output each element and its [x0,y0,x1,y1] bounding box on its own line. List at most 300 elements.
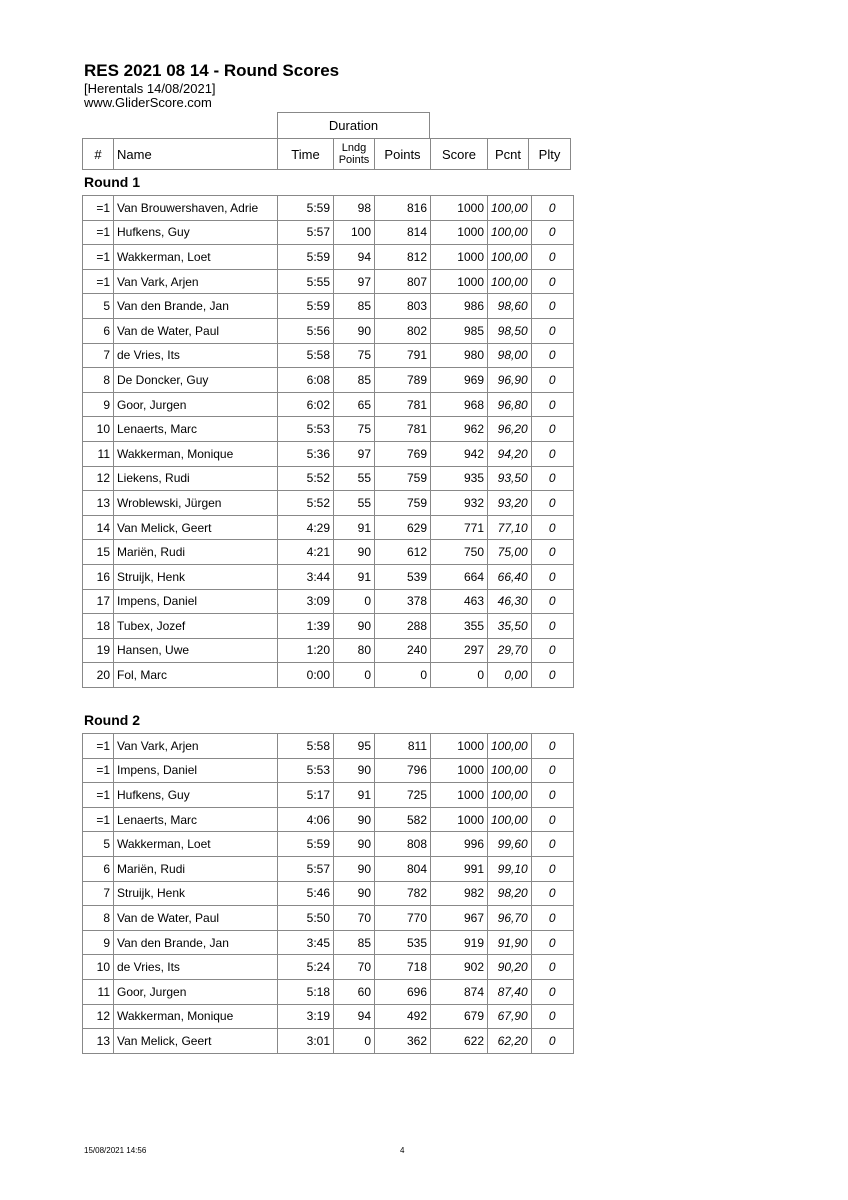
score-cell: 1000 [431,269,488,294]
name-cell: Impens, Daniel [114,589,278,614]
score-cell: 0 [431,663,488,688]
score-cell: 967 [431,906,488,931]
percent-cell: 96,90 [488,368,532,393]
percent-cell: 93,20 [488,491,532,516]
rank-cell: 6 [83,856,114,881]
table-row [83,832,574,857]
page-title: RES 2021 08 14 - Round Scores [84,61,340,80]
points-cell: 812 [375,245,431,270]
points-cell: 240 [375,638,431,663]
landing-points-cell: 90 [334,832,375,857]
percent-cell: 62,20 [488,1029,532,1054]
time-cell: 5:18 [278,979,334,1004]
landing-points-cell: 91 [334,564,375,589]
score-cell: 996 [431,832,488,857]
percent-cell: 91,90 [488,930,532,955]
points-cell: 796 [375,758,431,783]
points-cell: 814 [375,220,431,245]
score-cell: 622 [431,1029,488,1054]
penalty-cell: 0 [531,368,573,393]
rank-cell: 19 [83,638,114,663]
landing-points-cell: 55 [334,491,375,516]
percent-cell: 98,50 [488,318,532,343]
percent-cell: 35,50 [488,614,532,639]
table-row [83,441,574,466]
table-row [83,343,574,368]
table-row [83,906,574,931]
landing-points-cell: 97 [334,269,375,294]
landing-points-cell: 85 [334,930,375,955]
name-cell: Van Melick, Geert [114,1029,278,1054]
percent-cell: 99,10 [488,856,532,881]
landing-points-cell: 70 [334,955,375,980]
time-cell: 5:59 [278,294,334,319]
rank-cell: 8 [83,368,114,393]
rank-cell: 10 [83,417,114,442]
name-cell: Goor, Jurgen [114,979,278,1004]
score-cell: 1000 [431,807,488,832]
rank-cell: =1 [83,245,114,270]
points-column-header: Points [375,139,431,170]
table-row [83,638,574,663]
time-cell: 5:17 [278,783,334,808]
points-cell: 769 [375,441,431,466]
rank-cell: 13 [83,1029,114,1054]
percent-cell: 90,20 [488,955,532,980]
table-row [83,807,574,832]
score-cell: 297 [431,638,488,663]
landing-points-header-text: Lndg Points [338,142,370,166]
penalty-cell: 0 [531,564,573,589]
name-column-header: Name [114,139,278,170]
name-cell: de Vries, Its [114,343,278,368]
time-cell: 5:59 [278,832,334,857]
landing-points-cell: 90 [334,540,375,565]
table-row [83,318,574,343]
name-cell: Van den Brande, Jan [114,930,278,955]
landing-points-cell: 60 [334,979,375,1004]
percent-cell: 93,50 [488,466,532,491]
time-cell: 3:44 [278,564,334,589]
table-row [83,269,574,294]
penalty-cell: 0 [531,1004,573,1029]
name-cell: Van den Brande, Jan [114,294,278,319]
penalty-cell: 0 [531,758,573,783]
table-row [83,245,574,270]
time-cell: 5:56 [278,318,334,343]
points-cell: 759 [375,491,431,516]
landing-points-cell: 70 [334,906,375,931]
landing-points-cell: 91 [334,515,375,540]
rank-cell: =1 [83,807,114,832]
name-cell: Van de Water, Paul [114,906,278,931]
penalty-cell: 0 [531,1029,573,1054]
time-cell: 5:50 [278,906,334,931]
round-1-table [82,195,574,688]
rank-cell: =1 [83,783,114,808]
page-number: 4 [400,1146,405,1155]
points-cell: 718 [375,955,431,980]
penalty-cell: 0 [531,663,573,688]
name-cell: Wroblewski, Jürgen [114,491,278,516]
percent-cell: 96,80 [488,392,532,417]
table-row [83,368,574,393]
name-cell: Van Vark, Arjen [114,734,278,759]
landing-points-cell: 94 [334,245,375,270]
name-cell: de Vries, Its [114,955,278,980]
name-cell: Liekens, Rudi [114,466,278,491]
name-cell: Wakkerman, Loet [114,832,278,857]
table-row [83,1029,574,1054]
name-cell: Hufkens, Guy [114,220,278,245]
time-cell: 4:29 [278,515,334,540]
landing-points-cell: 98 [334,196,375,221]
penalty-cell: 0 [531,807,573,832]
percent-cell: 67,90 [488,1004,532,1029]
score-cell: 902 [431,955,488,980]
rank-cell: 7 [83,343,114,368]
landing-points-cell: 0 [334,589,375,614]
penalty-cell: 0 [531,614,573,639]
score-cell: 1000 [431,220,488,245]
name-cell: Mariën, Rudi [114,856,278,881]
points-cell: 539 [375,564,431,589]
percent-cell: 87,40 [488,979,532,1004]
percent-cell: 100,00 [488,196,532,221]
penalty-cell: 0 [531,906,573,931]
points-cell: 629 [375,515,431,540]
score-cell: 664 [431,564,488,589]
time-cell: 5:52 [278,491,334,516]
time-cell: 5:24 [278,955,334,980]
score-cell: 935 [431,466,488,491]
penalty-cell: 0 [531,392,573,417]
penalty-cell: 0 [531,638,573,663]
rank-cell: 14 [83,515,114,540]
score-cell: 771 [431,515,488,540]
round-2-heading: Round 2 [84,712,140,728]
score-cell: 1000 [431,245,488,270]
percent-cell: 0,00 [488,663,532,688]
score-cell: 980 [431,343,488,368]
time-cell: 5:46 [278,881,334,906]
points-cell: 802 [375,318,431,343]
rank-cell: =1 [83,220,114,245]
penalty-cell: 0 [531,245,573,270]
landing-points-cell: 94 [334,1004,375,1029]
table-row [83,783,574,808]
points-cell: 808 [375,832,431,857]
landing-points-cell: 85 [334,294,375,319]
score-cell: 986 [431,294,488,319]
penalty-cell: 0 [531,832,573,857]
points-cell: 782 [375,881,431,906]
name-cell: Lenaerts, Marc [114,417,278,442]
percent-column-header: Pcnt [488,139,529,170]
time-cell: 6:02 [278,392,334,417]
score-cell: 942 [431,441,488,466]
table-row [83,979,574,1004]
table-row [83,758,574,783]
percent-cell: 100,00 [488,245,532,270]
penalty-cell: 0 [531,466,573,491]
points-cell: 804 [375,856,431,881]
rank-cell: 13 [83,491,114,516]
rank-column-header: # [83,139,114,170]
time-cell: 3:09 [278,589,334,614]
name-cell: Van Melick, Geert [114,515,278,540]
penalty-cell: 0 [531,491,573,516]
rank-cell: 20 [83,663,114,688]
score-cell: 874 [431,979,488,1004]
penalty-cell: 0 [531,955,573,980]
rank-cell: 5 [83,294,114,319]
points-cell: 535 [375,930,431,955]
rank-cell: 16 [83,564,114,589]
penalty-cell: 0 [531,930,573,955]
rank-cell: 15 [83,540,114,565]
name-cell: Mariën, Rudi [114,540,278,565]
landing-points-cell: 90 [334,614,375,639]
table-row [83,955,574,980]
name-cell: Van de Water, Paul [114,318,278,343]
landing-points-cell: 75 [334,343,375,368]
points-cell: 582 [375,807,431,832]
penalty-cell: 0 [531,441,573,466]
landing-points-cell: 85 [334,368,375,393]
penalty-cell: 0 [531,589,573,614]
landing-points-cell: 75 [334,417,375,442]
table-row [83,466,574,491]
points-cell: 492 [375,1004,431,1029]
rank-cell: 9 [83,392,114,417]
time-cell: 0:00 [278,663,334,688]
penalty-cell: 0 [531,196,573,221]
score-cell: 962 [431,417,488,442]
rank-cell: =1 [83,758,114,783]
penalty-cell: 0 [531,783,573,808]
time-cell: 4:06 [278,807,334,832]
landing-points-cell: 0 [334,663,375,688]
percent-cell: 29,70 [488,638,532,663]
landing-points-cell: 97 [334,441,375,466]
table-row [83,417,574,442]
name-cell: Impens, Daniel [114,758,278,783]
score-cell: 1000 [431,196,488,221]
time-cell: 1:20 [278,638,334,663]
time-cell: 5:55 [278,269,334,294]
name-cell: Lenaerts, Marc [114,807,278,832]
name-cell: Wakkerman, Monique [114,1004,278,1029]
percent-cell: 75,00 [488,540,532,565]
penalty-cell: 0 [531,343,573,368]
percent-cell: 66,40 [488,564,532,589]
landing-points-cell: 65 [334,392,375,417]
time-cell: 5:36 [278,441,334,466]
time-cell: 5:58 [278,343,334,368]
score-cell: 463 [431,589,488,614]
percent-cell: 98,20 [488,881,532,906]
landing-points-cell: 80 [334,638,375,663]
percent-cell: 100,00 [488,734,532,759]
name-cell: Van Vark, Arjen [114,269,278,294]
landing-points-column-header [334,139,375,170]
header-row [83,139,571,170]
score-cell: 679 [431,1004,488,1029]
percent-cell: 77,10 [488,515,532,540]
website-text: www.GliderScore.com [84,95,212,110]
points-cell: 770 [375,906,431,931]
percent-cell: 100,00 [488,269,532,294]
time-cell: 5:52 [278,466,334,491]
footer-timestamp: 15/08/2021 14:56 [84,1146,147,1155]
percent-cell: 100,00 [488,783,532,808]
rank-cell: 6 [83,318,114,343]
table-row [83,564,574,589]
rank-cell: =1 [83,269,114,294]
time-cell: 5:53 [278,417,334,442]
time-cell: 4:21 [278,540,334,565]
time-cell: 3:45 [278,930,334,955]
score-cell: 1000 [431,783,488,808]
table-row [83,930,574,955]
penalty-cell: 0 [531,294,573,319]
time-cell: 5:53 [278,758,334,783]
duration-group-header: Duration [277,112,430,138]
rank-cell: 12 [83,1004,114,1029]
time-cell: 5:57 [278,856,334,881]
points-cell: 789 [375,368,431,393]
name-cell: Goor, Jurgen [114,392,278,417]
points-cell: 612 [375,540,431,565]
points-cell: 696 [375,979,431,1004]
time-cell: 5:59 [278,196,334,221]
score-cell: 985 [431,318,488,343]
name-cell: De Doncker, Guy [114,368,278,393]
landing-points-cell: 90 [334,856,375,881]
time-cell: 1:39 [278,614,334,639]
rank-cell: 8 [83,906,114,931]
table-row [83,515,574,540]
name-cell: Hansen, Uwe [114,638,278,663]
points-cell: 0 [375,663,431,688]
landing-points-cell: 100 [334,220,375,245]
rank-cell: 17 [83,589,114,614]
score-cell: 982 [431,881,488,906]
table-row [83,1004,574,1029]
landing-points-cell: 91 [334,783,375,808]
percent-cell: 99,60 [488,832,532,857]
rank-cell: =1 [83,196,114,221]
penalty-cell: 0 [531,220,573,245]
rank-cell: 10 [83,955,114,980]
points-cell: 781 [375,392,431,417]
penalty-cell: 0 [531,856,573,881]
column-header-table [82,138,571,170]
rank-cell: 12 [83,466,114,491]
percent-cell: 100,00 [488,758,532,783]
table-row [83,196,574,221]
points-cell: 811 [375,734,431,759]
table-row [83,220,574,245]
percent-cell: 100,00 [488,807,532,832]
rank-cell: 18 [83,614,114,639]
points-cell: 803 [375,294,431,319]
percent-cell: 100,00 [488,220,532,245]
table-row [83,614,574,639]
percent-cell: 98,00 [488,343,532,368]
table-row [83,734,574,759]
name-cell: Tubex, Jozef [114,614,278,639]
points-cell: 759 [375,466,431,491]
rank-cell: 11 [83,441,114,466]
table-row [83,589,574,614]
landing-points-cell: 55 [334,466,375,491]
points-cell: 791 [375,343,431,368]
penalty-cell: 0 [531,417,573,442]
table-row [83,540,574,565]
penalty-cell: 0 [531,540,573,565]
landing-points-cell: 90 [334,881,375,906]
time-cell: 5:58 [278,734,334,759]
percent-cell: 96,70 [488,906,532,931]
time-cell: 3:01 [278,1029,334,1054]
landing-points-cell: 95 [334,734,375,759]
landing-points-cell: 90 [334,807,375,832]
name-cell: Hufkens, Guy [114,783,278,808]
score-cell: 968 [431,392,488,417]
rank-cell: 5 [83,832,114,857]
percent-cell: 46,30 [488,589,532,614]
name-cell: Fol, Marc [114,663,278,688]
rank-cell: 9 [83,930,114,955]
points-cell: 362 [375,1029,431,1054]
time-cell: 3:19 [278,1004,334,1029]
time-cell: 5:57 [278,220,334,245]
percent-cell: 98,60 [488,294,532,319]
penalty-cell: 0 [531,515,573,540]
time-column-header: Time [278,139,334,170]
table-row [83,881,574,906]
points-cell: 807 [375,269,431,294]
rank-cell: 11 [83,979,114,1004]
penalty-cell: 0 [531,734,573,759]
table-row [83,663,574,688]
penalty-column-header: Plty [529,139,571,170]
event-subtitle: [Herentals 14/08/2021] [84,81,216,96]
score-cell: 919 [431,930,488,955]
score-cell: 991 [431,856,488,881]
name-cell: Wakkerman, Monique [114,441,278,466]
table-row [83,294,574,319]
percent-cell: 96,20 [488,417,532,442]
table-row [83,491,574,516]
rank-cell: =1 [83,734,114,759]
points-cell: 288 [375,614,431,639]
round-1-heading: Round 1 [84,174,140,190]
landing-points-cell: 0 [334,1029,375,1054]
round-2-table [82,733,574,1054]
penalty-cell: 0 [531,318,573,343]
time-cell: 5:59 [278,245,334,270]
points-cell: 378 [375,589,431,614]
name-cell: Struijk, Henk [114,564,278,589]
points-cell: 725 [375,783,431,808]
landing-points-cell: 90 [334,318,375,343]
penalty-cell: 0 [531,979,573,1004]
penalty-cell: 0 [531,881,573,906]
percent-cell: 94,20 [488,441,532,466]
